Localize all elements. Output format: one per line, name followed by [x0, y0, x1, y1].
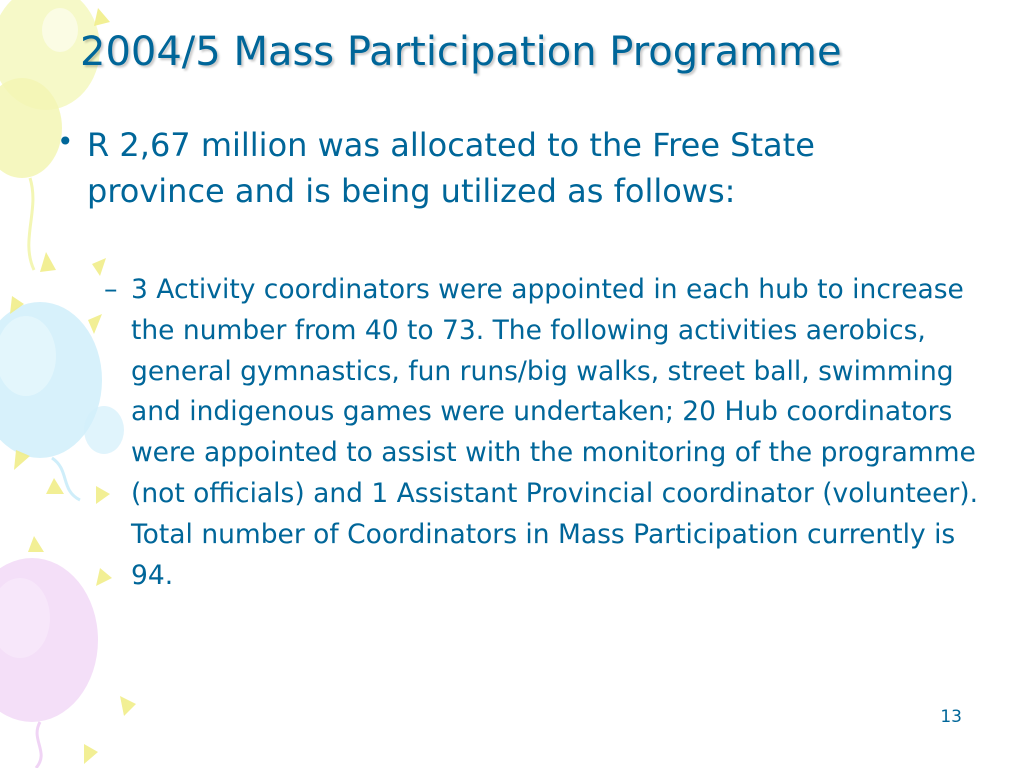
bullet-point — [57, 122, 937, 214]
slide-title: 2004/5 Mass Participation Programme — [80, 29, 842, 75]
bullet-text: R 2,67 million was allocated to the Free State province and is being utilized as follows: — [87, 126, 815, 210]
sub-bullet-text: 3 Activity coordinators were appointed in each hub to increase the number from 40 to 73. The following activities aerobics, general gymnastics, fun runs/big walks, street ball, swimming and indigenous games were undertaken; 20 Hub coordinators were appointed to assist with the monitoring of the programme (not officials) and 1 Assistant Provincial coordinator (volunteer). Total number of Coordinators in Mass Participation currently is 94. — [131, 274, 979, 591]
page-number: 13 — [940, 707, 962, 727]
sub-bullet-marker: – — [104, 274, 118, 305]
purple-balloon-graphic — [0, 558, 98, 768]
bullet-marker: • — [57, 125, 74, 158]
sub-bullet-point — [104, 270, 984, 596]
